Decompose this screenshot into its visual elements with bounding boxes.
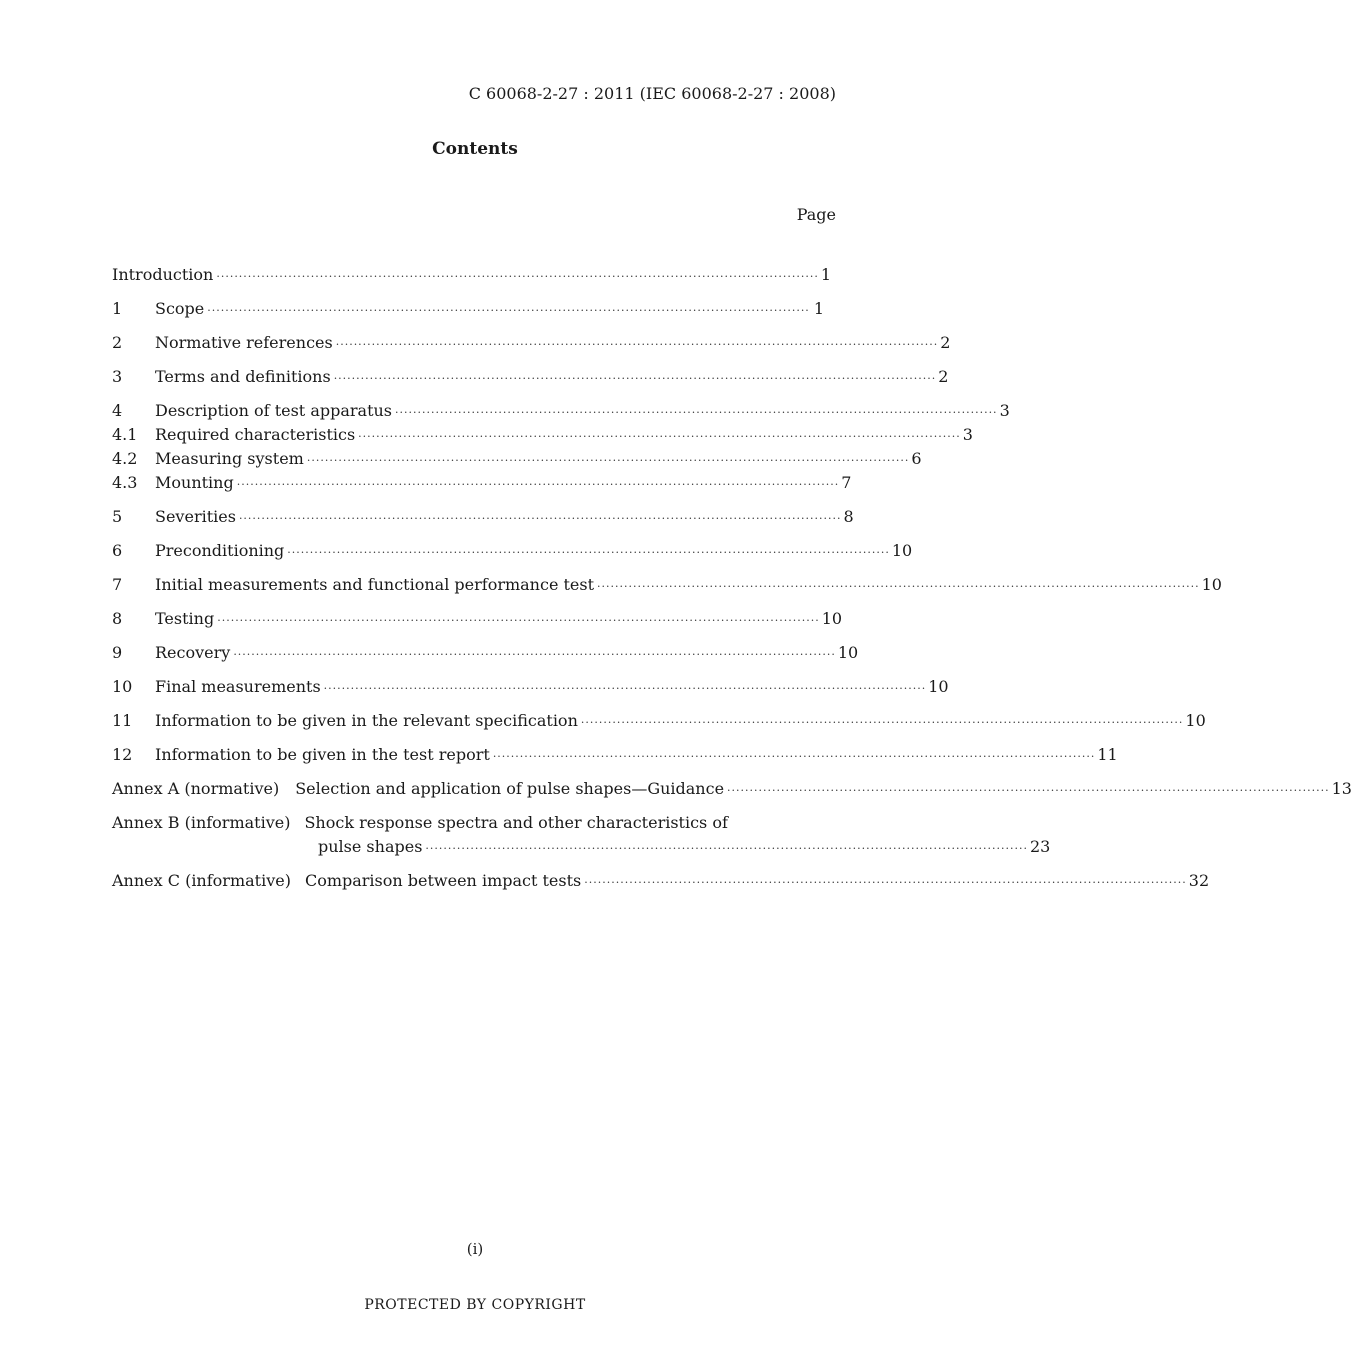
annex-designation: Annex C (informative) bbox=[112, 871, 291, 890]
dot-leader: ······································································································································ bbox=[236, 478, 840, 491]
toc-page-number: 8 bbox=[843, 507, 854, 526]
toc-page-number: 1 bbox=[820, 265, 832, 284]
toc-annex-b[interactable] bbox=[112, 811, 824, 835]
dot-leader: ······································································································································ bbox=[238, 512, 842, 525]
page-title: Contents bbox=[432, 139, 518, 159]
toc-page-number: 23 bbox=[1029, 837, 1051, 856]
toc-entry-label: Testing bbox=[155, 609, 215, 628]
toc-entry-label: Required characteristics bbox=[155, 425, 356, 444]
toc-entry-label: Final measurements bbox=[155, 677, 321, 696]
toc-entry-number: 4 bbox=[112, 401, 123, 420]
toc-page-number: 10 bbox=[928, 677, 949, 696]
toc-page-number: 6 bbox=[911, 449, 922, 468]
toc-entry-label: Severities bbox=[155, 507, 236, 526]
toc-entry-label: Information to be given in the relevant specification bbox=[155, 711, 578, 730]
toc-entry-required-characteristics[interactable] bbox=[112, 423, 973, 447]
toc-entry-number: 6 bbox=[112, 541, 123, 560]
toc-entry-scope[interactable] bbox=[112, 297, 824, 321]
toc-page-number: 11 bbox=[1097, 745, 1118, 764]
toc-entry-number: 4.1 bbox=[112, 425, 138, 444]
toc-page-number: 10 bbox=[837, 643, 859, 662]
toc-entry-introduction[interactable] bbox=[112, 263, 832, 287]
toc-page-number: 1 bbox=[813, 299, 824, 318]
toc-page-number: 13 bbox=[1331, 779, 1352, 798]
toc-entry-relevant-specification[interactable] bbox=[112, 709, 1206, 733]
toc-page-number: 3 bbox=[962, 425, 973, 444]
toc-entry-number: 12 bbox=[112, 745, 133, 764]
toc-entry-number: 7 bbox=[112, 575, 123, 594]
toc-entry-number: 2 bbox=[112, 333, 123, 352]
toc-page-number: 3 bbox=[999, 401, 1010, 420]
toc-entry-recovery[interactable] bbox=[112, 641, 859, 665]
toc-page-number: 2 bbox=[938, 367, 949, 386]
toc-entry-preconditioning[interactable] bbox=[112, 539, 913, 563]
toc-entry-number: 3 bbox=[112, 367, 123, 386]
toc-entry-label: Shock response spectra and other characteristics of bbox=[304, 813, 728, 832]
page-column-label: Page bbox=[796, 205, 836, 224]
toc-entry-label: pulse shapes bbox=[318, 837, 423, 856]
table-of-contents bbox=[112, 263, 1352, 893]
toc-entry-mounting[interactable] bbox=[112, 471, 852, 495]
page-number: (i) bbox=[466, 1240, 484, 1258]
dot-leader: ······································································································································ bbox=[335, 338, 939, 351]
toc-entry-test-apparatus[interactable] bbox=[112, 399, 1010, 423]
toc-entry-label: Mounting bbox=[155, 473, 234, 492]
toc-entry-number: 1 bbox=[112, 299, 123, 318]
dot-leader: ······································································································································ bbox=[333, 372, 937, 385]
toc-page-number: 32 bbox=[1188, 871, 1210, 890]
toc-annex-b-continued[interactable] bbox=[112, 835, 1051, 859]
toc-entry-measuring-system[interactable] bbox=[112, 447, 922, 471]
dot-leader: ······································································································································ bbox=[306, 454, 910, 467]
toc-page-number: 7 bbox=[841, 473, 852, 492]
toc-entry-label: Terms and definitions bbox=[155, 367, 331, 386]
toc-entry-label: Preconditioning bbox=[155, 541, 285, 560]
document-header: C 60068-2-27 : 2011 (IEC 60068-2-27 : 2008) bbox=[468, 84, 836, 103]
toc-entry-label: Selection and application of pulse shapes—Guidance bbox=[295, 779, 725, 798]
toc-entry-terms-definitions[interactable] bbox=[112, 365, 949, 389]
toc-entry-label: Scope bbox=[155, 299, 205, 318]
toc-entry-number: 8 bbox=[112, 609, 123, 628]
toc-entry-number: 9 bbox=[112, 643, 123, 662]
dot-leader: ······································································································································ bbox=[580, 716, 1184, 729]
toc-entry-label: Description of test apparatus bbox=[155, 401, 393, 420]
toc-page-number: 2 bbox=[940, 333, 951, 352]
dot-leader: ······································································································································ bbox=[727, 784, 1330, 797]
dot-leader: ······································································································································ bbox=[287, 546, 890, 559]
dot-leader: ······································································································································ bbox=[584, 876, 1187, 889]
toc-entry-label: Introduction bbox=[112, 265, 214, 284]
toc-page-number: 10 bbox=[1201, 575, 1222, 594]
dot-leader: ······································································································································ bbox=[492, 750, 1096, 763]
dot-leader: ······································································································································ bbox=[217, 614, 820, 627]
toc-entry-testing[interactable] bbox=[112, 607, 843, 631]
toc-entry-number: 4.3 bbox=[112, 473, 138, 492]
toc-page-number: 10 bbox=[891, 541, 913, 560]
toc-annex-a[interactable] bbox=[112, 777, 1352, 801]
toc-entry-number: 4.2 bbox=[112, 449, 138, 468]
dot-leader: ······································································································································ bbox=[597, 580, 1200, 593]
annex-designation: Annex A (normative) bbox=[112, 779, 280, 798]
toc-entry-label: Information to be given in the test report bbox=[155, 745, 490, 764]
toc-entry-number: 10 bbox=[112, 677, 133, 696]
toc-entry-final-measurements[interactable] bbox=[112, 675, 949, 699]
dot-leader: ······································································································································ bbox=[358, 430, 961, 443]
dot-leader: ······································································································································ bbox=[323, 682, 927, 695]
toc-page-number: 10 bbox=[1185, 711, 1206, 730]
toc-entry-label: Measuring system bbox=[155, 449, 304, 468]
toc-entry-label: Recovery bbox=[155, 643, 231, 662]
dot-leader: ······································································································································ bbox=[395, 406, 998, 419]
dot-leader: ······································································································································ bbox=[233, 648, 836, 661]
dot-leader: ······································································································································ bbox=[425, 842, 1028, 855]
toc-entry-severities[interactable] bbox=[112, 505, 854, 529]
annex-designation: Annex B (informative) bbox=[112, 813, 291, 832]
toc-page-number: 10 bbox=[821, 609, 843, 628]
toc-annex-c[interactable] bbox=[112, 869, 1210, 893]
toc-entry-test-report[interactable] bbox=[112, 743, 1118, 767]
copyright-notice: PROTECTED BY COPYRIGHT bbox=[364, 1297, 586, 1313]
toc-entry-initial-measurements[interactable] bbox=[112, 573, 1222, 597]
toc-entry-normative-references[interactable] bbox=[112, 331, 951, 355]
toc-entry-number: 5 bbox=[112, 507, 123, 526]
dot-leader: ······································································································································ bbox=[216, 270, 819, 283]
toc-entry-label: Comparison between impact tests bbox=[304, 871, 582, 890]
toc-entry-label: Initial measurements and functional performance test bbox=[155, 575, 595, 594]
dot-leader: ······································································································································ bbox=[207, 304, 810, 317]
toc-entry-label: Normative references bbox=[155, 333, 333, 352]
toc-entry-number: 11 bbox=[112, 711, 133, 730]
